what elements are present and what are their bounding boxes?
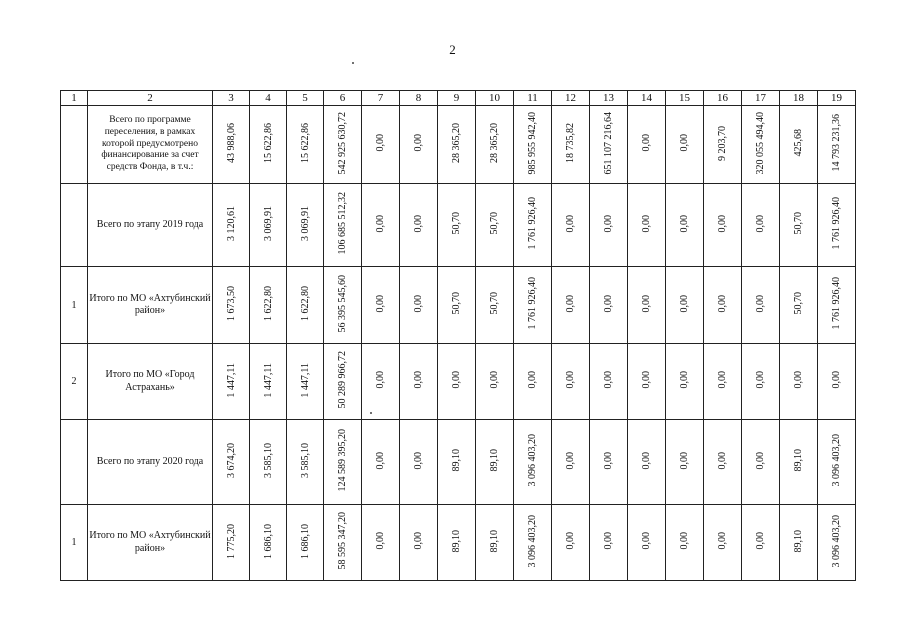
cell-value: 320 055 494,40: [755, 111, 766, 175]
column-number: 6: [324, 91, 362, 106]
cell-value: 1 686,10: [299, 523, 311, 559]
column-number: 9: [438, 91, 476, 106]
value-cell: [324, 184, 362, 267]
value-cell: [780, 106, 818, 184]
cell-value: 89,10: [793, 449, 804, 472]
value-cell: [438, 106, 476, 184]
page-number: 2: [449, 42, 456, 57]
value-cell: [780, 184, 818, 267]
cell-value: 89,10: [451, 529, 462, 553]
value-cell: [324, 420, 362, 505]
cell-value: 0,00: [565, 214, 576, 233]
cell-value: 3 096 403,20: [831, 514, 842, 568]
cell-value: 0,00: [603, 371, 614, 389]
cell-value: 0,00: [413, 371, 424, 389]
cell-value: 0,00: [755, 371, 766, 389]
cell-value: 3 096 403,20: [831, 434, 842, 487]
cell-value: 124 589 395,20: [337, 429, 348, 492]
value-cell: [704, 267, 742, 344]
value-cell: [552, 184, 590, 267]
row-name: Всего по этапу 2019 года: [88, 184, 213, 267]
table-row: [61, 344, 856, 420]
value-cell: [818, 505, 856, 581]
value-cell: [742, 184, 780, 267]
cell-value: 0,00: [565, 532, 576, 550]
value-cell: [628, 267, 666, 344]
value-cell: [742, 267, 780, 344]
value-cell: [590, 106, 628, 184]
value-cell: [287, 505, 324, 581]
value-cell: [742, 344, 780, 420]
table-row: [61, 505, 856, 581]
value-cell: [362, 184, 400, 267]
cell-value: 0,00: [679, 451, 690, 470]
value-cell: [514, 420, 552, 505]
cell-value: 56 395 545,60: [337, 274, 348, 333]
column-number: 14: [628, 91, 666, 106]
value-cell: [213, 344, 250, 420]
cell-value: 0,00: [489, 371, 500, 389]
cell-value: 0,00: [565, 371, 576, 389]
cell-value: 542 925 630,72: [337, 111, 348, 175]
value-cell: [213, 420, 250, 505]
cell-value: 15 622,86: [262, 123, 274, 163]
column-number: 11: [514, 91, 552, 106]
cell-value: 89,10: [489, 449, 500, 472]
row-name: Всего по этапу 2020 года: [88, 420, 213, 505]
cell-value: 0,00: [679, 532, 690, 550]
cell-value: 15 622,86: [299, 123, 311, 163]
value-cell: [552, 106, 590, 184]
cell-value: 0,00: [603, 214, 614, 233]
cell-value: 0,00: [755, 532, 766, 550]
cell-value: 0,00: [565, 451, 576, 470]
cell-value: 0,00: [603, 294, 614, 313]
cell-value: 0,00: [375, 214, 386, 233]
column-number: 8: [400, 91, 438, 106]
value-cell: [287, 106, 324, 184]
cell-value: 0,00: [641, 214, 652, 233]
value-cell: [666, 106, 704, 184]
row-number: 1: [61, 267, 88, 344]
column-number: 4: [250, 91, 287, 106]
scan-speck: [352, 62, 354, 64]
column-number: 15: [666, 91, 704, 106]
cell-value: 0,00: [413, 134, 424, 152]
cell-value: 1 673,50: [225, 286, 237, 321]
value-cell: [780, 267, 818, 344]
value-cell: [818, 184, 856, 267]
row-name: Итого по МО «Город Астрахань»: [88, 344, 213, 420]
cell-value: 1 622,80: [299, 286, 311, 321]
cell-value: 1 447,11: [225, 362, 237, 398]
value-cell: [590, 344, 628, 420]
value-cell: [362, 420, 400, 505]
cell-value: 89,10: [451, 449, 462, 472]
row-name: Итого по МО «Ахтубинский район»: [88, 505, 213, 581]
cell-value: 3 674,20: [225, 443, 237, 478]
value-cell: [438, 267, 476, 344]
value-cell: [476, 106, 514, 184]
column-number: 13: [590, 91, 628, 106]
value-cell: [400, 106, 438, 184]
value-cell: [213, 267, 250, 344]
value-cell: [628, 344, 666, 420]
value-cell: [666, 184, 704, 267]
cell-value: 50,70: [451, 212, 462, 235]
cell-value: 43 988,06: [225, 123, 237, 163]
value-cell: [818, 106, 856, 184]
cell-value: 0,00: [717, 532, 728, 550]
value-cell: [438, 505, 476, 581]
value-cell: [250, 106, 287, 184]
cell-value: 3 069,91: [299, 206, 311, 241]
cell-value: 89,10: [793, 529, 804, 553]
value-cell: [666, 267, 704, 344]
value-cell: [400, 267, 438, 344]
value-cell: [324, 505, 362, 581]
value-cell: [476, 344, 514, 420]
column-number: 17: [742, 91, 780, 106]
value-cell: [514, 505, 552, 581]
scan-speck: [370, 412, 372, 414]
cell-value: 0,00: [565, 294, 576, 313]
value-cell: [704, 184, 742, 267]
value-cell: [400, 184, 438, 267]
cell-value: 50,70: [489, 212, 500, 235]
value-cell: [514, 106, 552, 184]
value-cell: [704, 505, 742, 581]
cell-value: 985 955 942,40: [527, 111, 538, 175]
cell-value: 1 761 926,40: [831, 277, 842, 330]
cell-value: 0,00: [717, 214, 728, 233]
cell-value: 0,00: [375, 532, 386, 550]
table-row: [61, 184, 856, 267]
value-cell: [780, 420, 818, 505]
row-name: Всего по программе переселения, в рамках которой предусмотрено финансирование за счет средств Фонда, в т.ч.:: [88, 106, 213, 184]
value-cell: [590, 505, 628, 581]
row-number: [61, 106, 88, 184]
value-cell: [287, 184, 324, 267]
cell-value: 3 585,10: [299, 443, 311, 478]
value-cell: [438, 344, 476, 420]
cell-value: 89,10: [489, 529, 500, 553]
cell-value: 0,00: [527, 371, 538, 389]
value-cell: [400, 505, 438, 581]
cell-value: 28 365,20: [489, 123, 500, 163]
cell-value: 0,00: [413, 532, 424, 550]
cell-value: 0,00: [755, 451, 766, 470]
value-cell: [704, 106, 742, 184]
cell-value: 0,00: [717, 451, 728, 470]
cell-value: 1 686,10: [262, 523, 274, 559]
cell-value: 0,00: [755, 294, 766, 313]
value-cell: [666, 505, 704, 581]
cell-value: 58 595 347,20: [337, 512, 348, 570]
cell-value: 50,70: [793, 212, 804, 235]
cell-value: 0,00: [641, 451, 652, 470]
cell-value: 106 685 512,32: [337, 192, 348, 255]
value-cell: [213, 184, 250, 267]
cell-value: 0,00: [641, 294, 652, 313]
value-cell: [476, 505, 514, 581]
value-cell: [552, 420, 590, 505]
value-cell: [818, 420, 856, 505]
cell-value: 0,00: [641, 371, 652, 389]
cell-value: 0,00: [641, 134, 652, 152]
cell-value: 425,68: [793, 129, 804, 157]
cell-value: 0,00: [717, 371, 728, 389]
value-cell: [590, 267, 628, 344]
value-cell: [362, 106, 400, 184]
value-cell: [514, 344, 552, 420]
value-cell: [552, 267, 590, 344]
cell-value: 0,00: [679, 214, 690, 233]
cell-value: 0,00: [375, 294, 386, 313]
value-cell: [704, 420, 742, 505]
column-number: 19: [818, 91, 856, 106]
value-cell: [213, 106, 250, 184]
table-row: [61, 420, 856, 505]
value-cell: [438, 420, 476, 505]
cell-value: 0,00: [375, 371, 386, 389]
cell-value: 0,00: [831, 371, 842, 389]
column-number: 5: [287, 91, 324, 106]
value-cell: [400, 344, 438, 420]
value-cell: [324, 106, 362, 184]
value-cell: [476, 420, 514, 505]
value-cell: [250, 344, 287, 420]
value-cell: [628, 420, 666, 505]
cell-value: 3 120,61: [225, 206, 237, 241]
column-number: 1: [61, 91, 88, 106]
cell-value: 18 735,82: [565, 123, 576, 163]
cell-value: 1 761 926,40: [527, 197, 538, 250]
value-cell: [780, 344, 818, 420]
value-cell: [590, 184, 628, 267]
value-cell: [514, 184, 552, 267]
cell-value: 1 761 926,40: [527, 277, 538, 330]
value-cell: [666, 420, 704, 505]
value-cell: [400, 420, 438, 505]
cell-value: 1 447,11: [262, 362, 274, 398]
value-cell: [628, 184, 666, 267]
cell-value: 1 622,80: [262, 286, 274, 321]
cell-value: 651 107 216,64: [603, 111, 614, 175]
row-number: 1: [61, 505, 88, 581]
value-cell: [628, 106, 666, 184]
value-cell: [438, 184, 476, 267]
value-cell: [287, 420, 324, 505]
cell-value: 50,70: [793, 292, 804, 315]
row-number: [61, 184, 88, 267]
value-cell: [362, 505, 400, 581]
value-cell: [287, 267, 324, 344]
row-number: 2: [61, 344, 88, 420]
value-cell: [742, 505, 780, 581]
value-cell: [818, 267, 856, 344]
value-cell: [324, 267, 362, 344]
value-cell: [362, 344, 400, 420]
value-cell: [250, 505, 287, 581]
value-cell: [628, 505, 666, 581]
value-cell: [213, 505, 250, 581]
cell-value: 50 289 966,72: [337, 351, 348, 409]
value-cell: [590, 420, 628, 505]
value-cell: [552, 505, 590, 581]
cell-value: 0,00: [603, 532, 614, 550]
cell-value: 14 793 231,36: [831, 114, 842, 172]
value-cell: [666, 344, 704, 420]
cell-value: 28 365,20: [451, 123, 462, 163]
cell-value: 9 203,70: [717, 125, 728, 161]
column-number: 12: [552, 91, 590, 106]
cell-value: 0,00: [413, 451, 424, 470]
value-cell: [780, 505, 818, 581]
value-cell: [742, 106, 780, 184]
cell-value: 50,70: [489, 292, 500, 315]
column-number: 2: [88, 91, 213, 106]
cell-value: 3 096 403,20: [527, 434, 538, 487]
row-name: Итого по МО «Ахтубинский район»: [88, 267, 213, 344]
cell-value: 0,00: [603, 451, 614, 470]
cell-value: 50,70: [451, 292, 462, 315]
table-row: [61, 106, 856, 184]
cell-value: 0,00: [451, 371, 462, 389]
column-number: 7: [362, 91, 400, 106]
column-number: 16: [704, 91, 742, 106]
cell-value: 0,00: [641, 532, 652, 550]
cell-value: 0,00: [679, 294, 690, 313]
cell-value: 0,00: [679, 371, 690, 389]
column-number: 10: [476, 91, 514, 106]
row-number: [61, 420, 88, 505]
value-cell: [742, 420, 780, 505]
table-row: [61, 267, 856, 344]
cell-value: 0,00: [717, 294, 728, 313]
value-cell: [476, 184, 514, 267]
cell-value: 0,00: [413, 214, 424, 233]
cell-value: 1 447,11: [299, 362, 311, 398]
value-cell: [287, 344, 324, 420]
cell-value: 0,00: [375, 134, 386, 152]
cell-value: 0,00: [793, 371, 804, 389]
cell-value: 3 585,10: [262, 443, 274, 478]
cell-value: 1 775,20: [225, 523, 237, 559]
value-cell: [324, 344, 362, 420]
column-number-row: [61, 91, 856, 106]
column-number: 18: [780, 91, 818, 106]
cell-value: 3 096 403,20: [527, 514, 538, 568]
column-number: 3: [213, 91, 250, 106]
value-cell: [514, 267, 552, 344]
value-cell: [250, 184, 287, 267]
value-cell: [552, 344, 590, 420]
value-cell: [704, 344, 742, 420]
cell-value: 0,00: [413, 294, 424, 313]
value-cell: [818, 344, 856, 420]
cell-value: 1 761 926,40: [831, 197, 842, 250]
cell-value: 3 069,91: [262, 206, 274, 241]
cell-value: 0,00: [679, 134, 690, 152]
data-table: [60, 90, 856, 581]
value-cell: [250, 420, 287, 505]
value-cell: [362, 267, 400, 344]
value-cell: [476, 267, 514, 344]
cell-value: 0,00: [755, 214, 766, 233]
value-cell: [250, 267, 287, 344]
cell-value: 0,00: [375, 451, 386, 470]
